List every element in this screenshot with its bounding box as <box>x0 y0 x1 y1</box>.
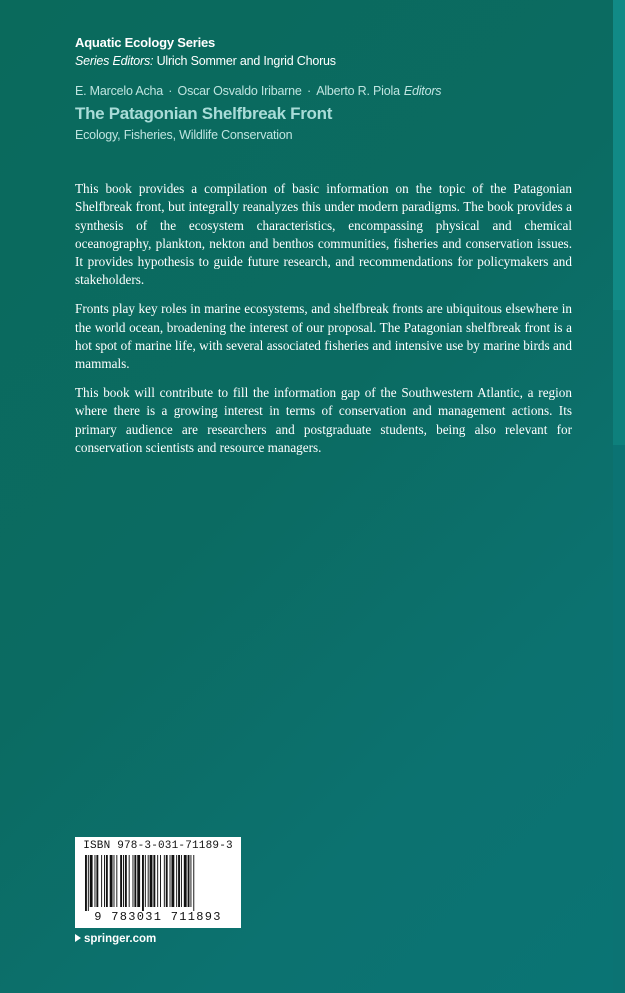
barcode-bar <box>171 855 174 907</box>
barcode-bar <box>145 855 146 907</box>
ean-digits: 9 783031 711893 <box>94 910 222 924</box>
isbn-barcode <box>75 837 241 928</box>
barcode-bar <box>85 855 87 911</box>
barcode-bar <box>129 855 130 907</box>
series-editors-label: Series Editors: <box>75 54 154 68</box>
barcode-bar <box>153 855 155 907</box>
barcode-bar <box>170 855 171 907</box>
editor-separator: · <box>303 84 315 98</box>
barcode-bar <box>134 855 136 907</box>
barcode-bar <box>164 855 165 907</box>
barcode-bar <box>142 855 144 911</box>
barcode-bar <box>114 855 115 907</box>
isbn-number: ISBN 978-3-031-71189-3 <box>83 840 233 852</box>
barcode-bar <box>190 855 191 907</box>
barcode-bar <box>184 855 187 907</box>
barcode-bar <box>137 855 140 907</box>
barcode-bar <box>95 855 96 907</box>
blurb-paragraph: This book will contribute to fill the information gap of the Southwestern Atlantic, a region where there is a growing interest in terms of conservation and management actions. Its primary audience are researchers and postgraduate students, being also relevant for conservation scientists and resource managers. <box>75 384 572 455</box>
publisher-website <box>75 931 156 947</box>
editors-role: Editors <box>403 84 442 98</box>
spine-band <box>613 310 625 445</box>
book-subtitle: Ecology, Fisheries, Wildlife Conservation <box>75 128 293 142</box>
barcode-bar <box>106 855 108 907</box>
barcode-bar <box>148 855 149 907</box>
barcode-bar <box>176 855 177 907</box>
editor-name: Alberto R. Piola <box>316 84 400 98</box>
barcode-bar <box>150 855 153 907</box>
series-editors <box>75 52 336 70</box>
editor-name: Oscar Osvaldo Iribarne <box>177 84 302 98</box>
barcode-bar <box>88 855 89 911</box>
series-title: Aquatic Ecology Series <box>75 35 216 50</box>
barcode-bar <box>101 855 102 907</box>
barcode-icon <box>83 855 233 911</box>
barcode-bar <box>133 855 134 907</box>
blurb-paragraph: This book provides a compilation of basic information on the topic of the Patagonian Shelfbreak front, but integrally reanalyzes this under modern paradigms. The book provides a synthesis of the ecosystem characteristics, encompassing physical and chemical oceanography, plankton, nekton and benthos communities, fisheries and conservation issues. It provides hypothesis to guide future research, and recommendations for policymakers and stakeholders. <box>75 181 572 288</box>
barcode-bar <box>166 855 168 907</box>
spine-band <box>613 445 625 993</box>
barcode-bar <box>104 855 105 907</box>
barcode-bar <box>188 855 190 907</box>
barcode-bar <box>160 855 161 907</box>
barcode-bar <box>157 855 158 907</box>
editor-name: E. Marcelo Acha <box>75 84 164 98</box>
spine-band <box>613 0 625 310</box>
series-editors-names: Ulrich Sommer and Ingrid Chorus <box>156 54 336 68</box>
barcode-bar <box>96 855 98 907</box>
spine-edge-strip <box>613 0 625 993</box>
blurb-text <box>75 180 572 468</box>
barcode-bar <box>116 855 117 907</box>
barcode-bar <box>178 855 180 907</box>
barcode-bar <box>123 855 124 907</box>
barcode-bar <box>90 855 93 907</box>
book-editors <box>75 82 441 100</box>
arrow-right-icon <box>75 934 81 942</box>
barcode-bar <box>125 855 127 907</box>
website-link: springer.com <box>84 933 157 945</box>
barcode-bar <box>181 855 182 907</box>
barcode-bar <box>120 855 122 907</box>
book-title: The Patagonian Shelfbreak Front <box>75 104 333 123</box>
barcode-bar <box>193 855 194 911</box>
series-block <box>75 34 336 70</box>
barcode-bar <box>110 855 113 907</box>
editor-separator: · <box>165 84 176 98</box>
blurb-paragraph: Fronts play key roles in marine ecosystems, and shelfbreak fronts are ubiquitous elsewhere in the world ocean, broadening the interest of our proposal. The Patagonian shelfbreak front is a hot spot of marine life, with several associated fisheries and intensive use by marine birds and mammals. <box>75 301 572 372</box>
